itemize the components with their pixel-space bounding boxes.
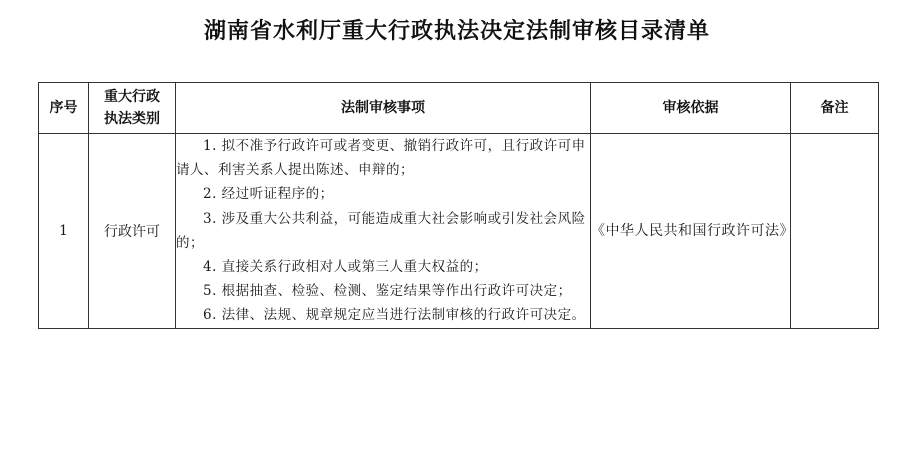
header-remarks: 备注 [791,83,879,134]
table-row [39,134,879,329]
header-category [89,83,176,134]
row-review-items [176,134,591,329]
header-basis: 审核依据 [591,83,791,134]
header-index: 序号 [39,83,89,134]
review-item: 3. 涉及重大公共利益，可能造成重大社会影响或引发社会风险的； [176,210,586,251]
row-remarks [791,134,879,329]
row-index: 1 [39,134,89,329]
row-legal-basis: 《中华人民共和国行政许可法》 [591,134,791,329]
review-item: 5. 根据抽查、检验、检测、鉴定结果等作出行政许可决定； [203,283,572,300]
review-catalog-table [38,82,879,329]
header-category-line1: 重大行政 [104,89,160,105]
table-header-row [39,83,879,134]
row-category: 行政许可 [89,134,176,329]
document-title: 湖南省水利厅重大行政执法决定法制审核目录清单 [203,19,710,44]
review-item: 1. 拟不准予行政许可或者变更、撤销行政许可，且行政许可申请人、利害关系人提出陈述、申辩的； [176,138,586,179]
review-item: 2. 经过听证程序的； [203,186,334,203]
header-items: 法制审核事项 [176,83,591,134]
review-item: 6. 法律、法规、规章规定应当进行法制审核的行政许可决定。 [203,307,586,324]
review-item: 4. 直接关系行政相对人或第三人重大权益的； [203,259,488,276]
header-category-line2: 执法类别 [104,111,160,127]
